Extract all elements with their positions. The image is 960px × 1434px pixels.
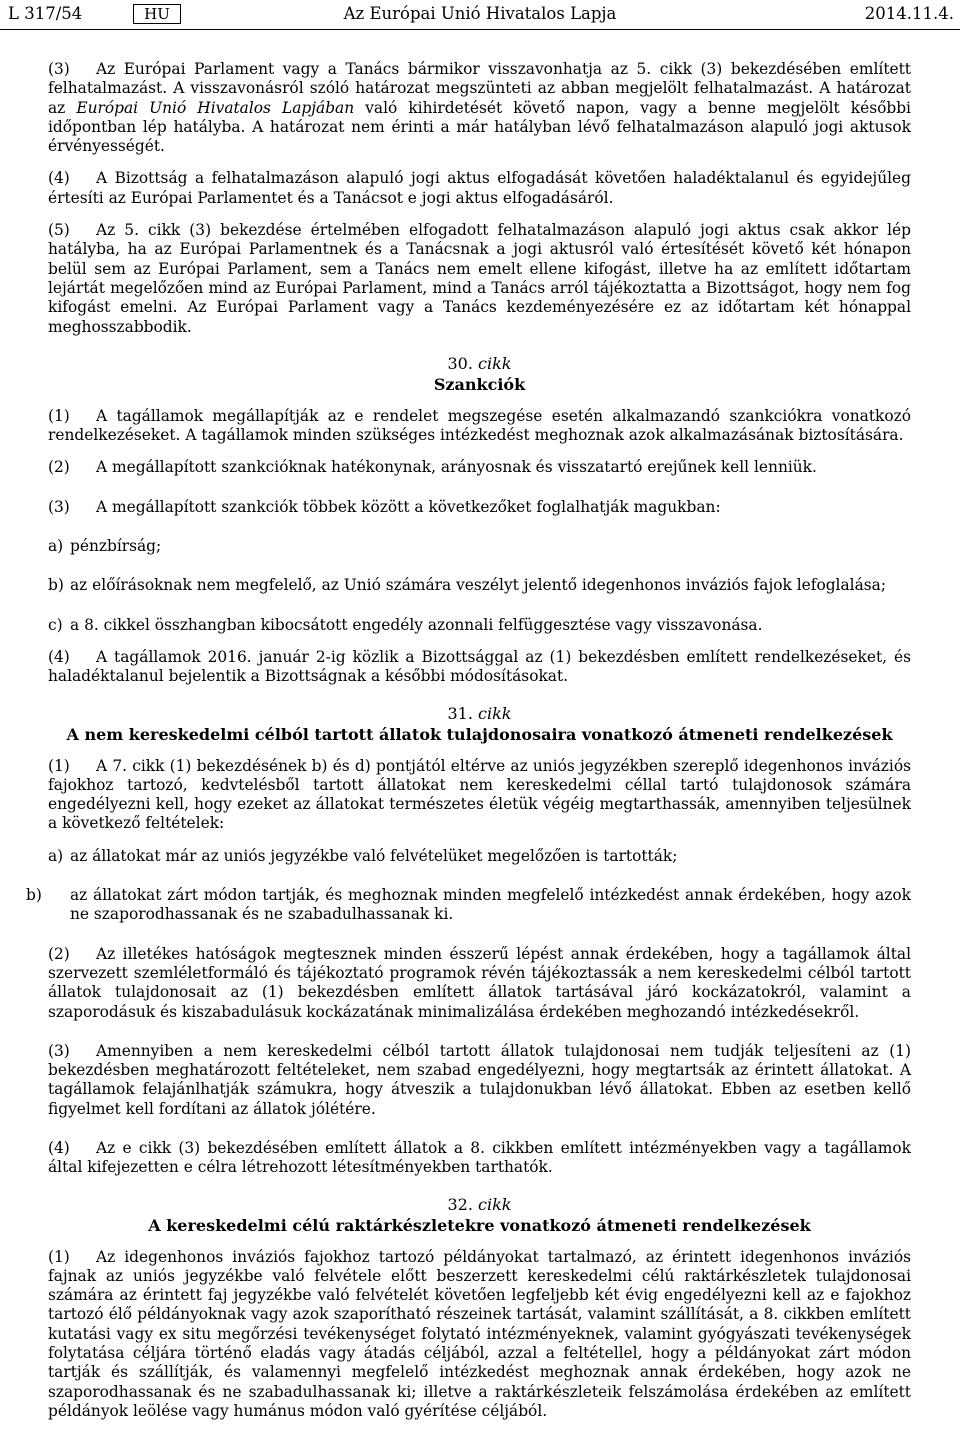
- paragraph-number: (1): [48, 1247, 70, 1266]
- publication-date: 2014.11.4.: [864, 4, 954, 23]
- list-marker: a): [48, 846, 64, 865]
- article-title: Szankciók: [433, 374, 526, 394]
- paragraph-number: (1): [48, 406, 70, 425]
- article-number: 32. cikk: [447, 1194, 512, 1214]
- paragraph-number: (3): [48, 1041, 70, 1060]
- list-marker: b): [26, 886, 42, 905]
- paragraph: (4) A tagállamok 2016. január 2-ig közlik a Bizottsággal az (1) bekezdésben említett rendelkezéseket, és haladéktalanul bejelentik a Bizottságnak a későbbi módosításokat.: [48, 647, 911, 686]
- list-item: a) az állatokat már az uniós jegyzékbe való felvételüket megelőzően is tartották;: [48, 846, 678, 865]
- page-header: [0, 4, 960, 24]
- paragraph: (2) Az illetékes hatóságok megtesznek minden ésszerű lépést annak érdekében, hogy a tagállamok által szervezett szemléletformáló és tájékoztató programok révén tájékoztassák a nem kereskedelmi célból tartott állatok tulajdonosait az (1) bekezdésben említett állatok tartásával járó kockázatokról, valamint a szaporodásuk és kiszabadulásuk kockázatának minimalizálása érdekében meghozandó intézkedésekről.: [48, 944, 911, 1021]
- article-title: A kereskedelmi célú raktárkészletekre vonatkozó átmeneti rendelkezések: [148, 1215, 811, 1235]
- paragraph: (3) Az Európai Parlament vagy a Tanács bármikor visszavonhatja az 5. cikk (3) bekezdésében említett felhatalmazást. A visszavonásról szóló határozat megszünteti az abban megjelölt felhatalmazást. A határozat az Európai Unió Hivatalos Lapjában való kihirdetését követő napon, vagy a benne megjelölt későbbi időpontban lép hatályba. A határozat nem érinti a már hatályban lévő felhatalmazáson alapuló jogi aktusok érvényességét.: [48, 60, 911, 156]
- journal-title: Az Európai Unió Hivatalos Lapja: [343, 4, 617, 23]
- page-reference: L 317/54: [8, 4, 83, 23]
- list-item: b) az előírásoknak nem megfelelő, az Unió számára veszélyt jelentő idegenhonos inváziós fajok lefoglalása;: [48, 576, 887, 595]
- list-item: b) az állatokat zárt módon tartják, és meghoznak minden megfelelő intézkedést annak érdekében, hogy azok ne szaporodhassanak és ne szabadulhassanak ki.: [26, 886, 911, 924]
- article-number: 31. cikk: [447, 703, 512, 723]
- paragraph-number: (1): [48, 756, 70, 775]
- italic-text: Európai Unió Hivatalos Lapjában: [76, 98, 355, 117]
- paragraph-number: (2): [48, 458, 70, 477]
- paragraph-number: (3): [48, 60, 70, 78]
- paragraph: (1) A 7. cikk (1) bekezdésének b) és d) pontjától eltérve az uniós jegyzékben szereplő idegenhonos inváziós fajokhoz tartozó, kedvtelésből tartott állatokat nem kereskedelmi céllal tartó tulajdonosok számára engedélyezni kell, hogy ezeket az állatokat természetes életük végéig megtarthassák, amennyiben teljesülnek a következő feltételek:: [48, 756, 911, 833]
- paragraph: (1) Az idegenhonos inváziós fajokhoz tartozó példányokat tartalmazó, az érintett idegenhonos inváziós fajnak az uniós jegyzékbe való felvétele előtt beszerzett kereskedelmi célú raktárkészletek tulajdonosai számára az érintett faj jegyzékbe való felvételét követően legfeljebb két évig engedélyezni kell az e fajokhoz tartozó élő példányoknak vagy azok szaporítható részeinek tartását, valamint szállítását, a 8. cikkben említett kutatási vagy ex situ megőrzési tevékenységet folytató intézményeknek, valamint gyógyászati tevékenységek folytatása céljára történő eladás vagy átadás céljából, azzal a feltétellel, hogy a példányokat zárt módon tartják és szállítják, és valamennyi megfelelő intézkedést meghoznak annak érdekében, hogy azok ne szaporodhassanak és ne szabadulhassanak ki; illetve a raktárkészleteik felszámolása érdekében az említett példányok leölése vagy humánus módon való gyérítése céljából.: [48, 1247, 911, 1420]
- paragraph-number: (4): [48, 1138, 70, 1157]
- list-item: a) pénzbírság;: [48, 537, 162, 556]
- paragraph-number: (4): [48, 169, 70, 188]
- paragraph-number: (5): [48, 221, 70, 240]
- paragraph: (4) A Bizottság a felhatalmazáson alapuló jogi aktus elfogadását követően haladéktalanul és egyidejűleg értesíti az Európai Parlamentet és a Tanácsot e jogi aktus elfogadásáról.: [48, 169, 911, 207]
- paragraph: (5) Az 5. cikk (3) bekezdése értelmében elfogadott felhatalmazáson alapuló jogi aktus csak akkor lép hatályba, ha az Európai Parlamentnek és a Tanácsnak a jogi aktusról való értesítését követő két hónapon belül sem az Európai Parlament, sem a Tanács nem emelt ellene kifogást, illetve ha az említett időtartam lejártát megelőzően mind az Európai Parlament, mind a Tanács arról tájékoztatta a Bizottságot, hogy nem fog kifogást emelni. Az Európai Parlament vagy a Tanács kezdeményezésére ez az időtartam két hónappal meghosszabbodik.: [48, 221, 911, 336]
- paragraph-number: (2): [48, 944, 70, 963]
- list-item: c) a 8. cikkel összhangban kibocsátott engedély azonnali felfüggesztése vagy visszavonása.: [48, 615, 763, 634]
- paragraph: (2) A megállapított szankcióknak hatékonynak, arányosnak és visszatartó erejűnek kell lenniük.: [48, 458, 817, 477]
- document-body: [26, 60, 911, 1434]
- article-number: 30. cikk: [447, 353, 512, 373]
- paragraph: (4) Az e cikk (3) bekezdésében említett állatok a 8. cikkben említett intézményekben vagy a tagállamok által kifejezetten e célra létrehozott létesítményekben tarthatók.: [48, 1138, 911, 1177]
- list-marker: b): [48, 576, 64, 595]
- header-divider: [0, 29, 960, 30]
- paragraph: (3) A megállapított szankciók többek között a következőket foglalhatják magukban:: [48, 497, 721, 516]
- language-badge: HU: [133, 4, 181, 24]
- paragraph: (3) Amennyiben a nem kereskedelmi célból tartott állatok tulajdonosai nem tudják teljesíteni az (1) bekezdésben meghatározott feltételeket, nem szabad engedélyezni, hogy megtartsák az érintett állatokat. A tagállamok felajánlhatják számukra, hogy átveszik a tulajdonukban lévő állatokat. Ebben az esetben kellő figyelmet kell fordítani az állatok jólétére.: [48, 1041, 911, 1118]
- list-marker: c): [48, 615, 63, 634]
- list-marker: a): [48, 537, 64, 556]
- paragraph-number: (4): [48, 647, 70, 666]
- paragraph-number: (3): [48, 497, 70, 516]
- paragraph: (1) A tagállamok megállapítják az e rendelet megszegése esetén alkalmazandó szankciókra vonatkozó rendelkezéseket. A tagállamok minden szükséges intézkedést meghoznak azok alkalmazásának biztosítására.: [48, 406, 911, 445]
- article-title: A nem kereskedelmi célból tartott állatok tulajdonosaira vonatkozó átmeneti rendelkezések: [66, 724, 893, 744]
